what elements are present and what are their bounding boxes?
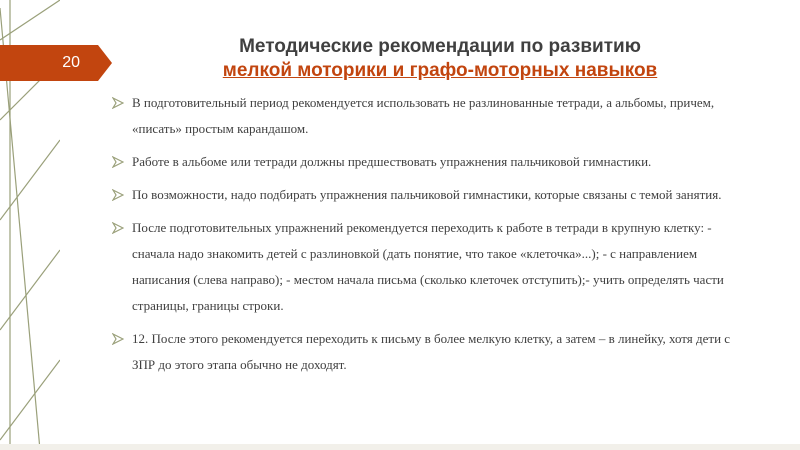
list-item: [112, 149, 752, 175]
bullet-text: В подготовительный период рекомендуется использовать не разлинованные тетради, а альбомы, причем, «писать» простым карандашом.: [132, 95, 715, 136]
bullet-text: 12. После этого рекомендуется переходить к письму в более мелкую клетку, а затем – в линейку, хотя дети с ЗПР до этого этапа обычно не доходят.: [132, 331, 731, 372]
list-item: [112, 215, 752, 319]
list-item: [112, 90, 752, 142]
list-item: [112, 326, 752, 378]
arrow-bullet-icon: [112, 189, 124, 201]
title-line-1: Методические рекомендации по развитию: [239, 36, 641, 57]
bullet-text: Работе в альбоме или тетради должны предшествовать упражнения пальчиковой гимнастики.: [132, 154, 652, 169]
list-item: [112, 182, 752, 208]
arrow-bullet-icon: [112, 156, 124, 168]
bullet-text: После подготовительных упражнений рекомендуется переходить к работе в тетради в крупную клетку: - сначала надо знакомить детей с разлиновкой (дать понятие, что такое «клеточка»...); - с направлением написания (слева направо); - местом начала письма (сколько клеточек отступить);- учить определять части страницы, границы строки.: [132, 220, 724, 313]
arrow-bullet-icon: [112, 333, 124, 345]
arrow-bullet-icon: [112, 97, 124, 109]
arrow-bullet-icon: [112, 222, 124, 234]
bottom-band: [0, 444, 800, 450]
bullet-list: [112, 90, 752, 385]
slide-number: 20: [0, 45, 98, 81]
slide-title: [140, 35, 740, 83]
bullet-text: По возможности, надо подбирать упражнения пальчиковой гимнастики, которые связаны с темой занятия.: [132, 187, 722, 202]
title-line-2: мелкой моторики и графо-моторных навыков: [222, 60, 658, 81]
